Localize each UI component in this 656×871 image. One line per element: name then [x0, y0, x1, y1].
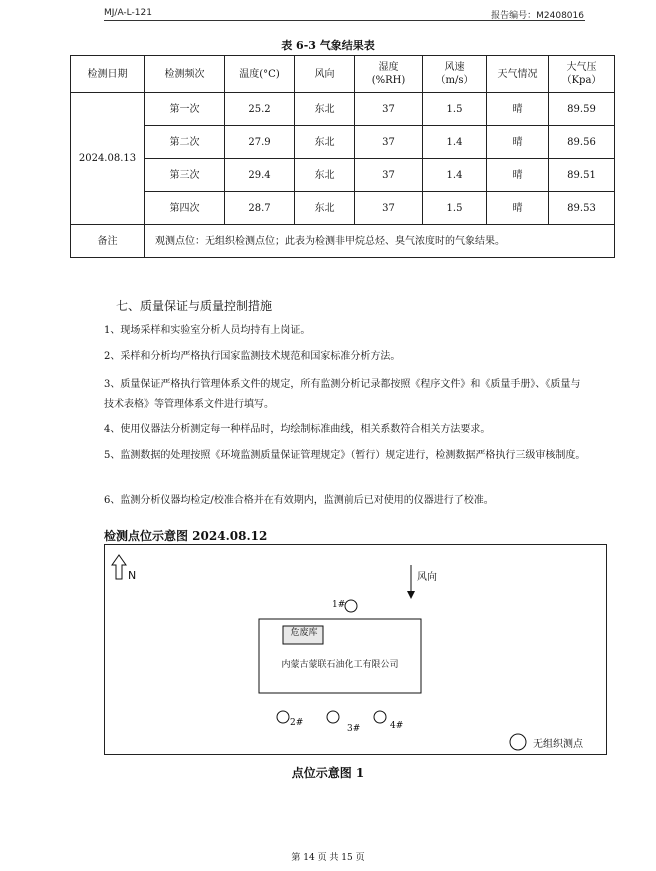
col-header-temperature: 温度(°C)	[225, 56, 295, 93]
wind-dir-cell: 东北	[295, 93, 355, 126]
diagram-title: 检测点位示意图 2024.08.12	[104, 529, 268, 543]
point-4-marker	[374, 711, 386, 723]
north-arrow-icon	[112, 555, 126, 579]
pressure-cell: 89.51	[549, 159, 615, 192]
humidity-cell: 37	[355, 93, 423, 126]
col-header-humidity: 湿度 (%RH)	[355, 56, 423, 93]
wind-dir-cell: 东北	[295, 126, 355, 159]
north-label: N	[128, 569, 137, 582]
pressure-cell: 89.59	[549, 93, 615, 126]
remark-label: 备注	[71, 225, 145, 258]
pressure-cell: 89.56	[549, 126, 615, 159]
temp-cell: 29.4	[225, 159, 295, 192]
company-label: 内蒙古蒙联石油化工有限公司	[281, 660, 399, 670]
table-row	[71, 93, 615, 126]
humidity-cell: 37	[355, 159, 423, 192]
point-3-marker	[327, 711, 339, 723]
table-row	[71, 192, 615, 225]
section-title: 七、质量保证与质量控制措施	[116, 299, 273, 313]
waste-store-label: 危废库	[290, 628, 318, 638]
freq-cell: 第四次	[145, 192, 225, 225]
wind-dir-cell: 东北	[295, 159, 355, 192]
qa-item: 2、采样和分析均严格执行国家监测技术规范和国家标准分析方法。	[104, 351, 401, 362]
wind-speed-cell: 1.4	[423, 126, 487, 159]
doc-code: MJ/A-L-121	[104, 8, 152, 18]
wind-speed-cell: 1.5	[423, 93, 487, 126]
header-rule	[104, 20, 585, 21]
humidity-cell: 37	[355, 126, 423, 159]
point-3-label: 3#	[347, 724, 361, 734]
freq-cell: 第三次	[145, 159, 225, 192]
remark-row	[71, 225, 615, 258]
temp-cell: 28.7	[225, 192, 295, 225]
report-number: 报告编号：M2408016	[491, 11, 584, 21]
page-footer: 第 14 页 共 15 页	[291, 853, 365, 863]
wind-speed-cell: 1.5	[423, 192, 487, 225]
point-2-marker	[277, 711, 289, 723]
wind-dir-cell: 东北	[295, 192, 355, 225]
temp-cell: 27.9	[225, 126, 295, 159]
qa-item: 5、监测数据的处理按照《环境监测质量保证管理规定》（暂行）规定进行，检测数据严格执行三级审核制度。	[104, 450, 586, 461]
remark-text: 观测点位：无组织检测点位；此表为检测非甲烷总烃、臭气浓度时的气象结果。	[145, 225, 615, 258]
col-header-weather: 天气情况	[487, 56, 549, 93]
col-header-frequency: 检测频次	[145, 56, 225, 93]
qa-item: 6、监测分析仪器均检定/校准合格并在有效期内，监测前后已对使用的仪器进行了校准。	[104, 495, 494, 506]
humidity-cell: 37	[355, 192, 423, 225]
temp-cell: 25.2	[225, 93, 295, 126]
point-1-marker	[345, 600, 357, 612]
freq-cell: 第二次	[145, 126, 225, 159]
table-row	[71, 126, 615, 159]
wind-speed-cell: 1.4	[423, 159, 487, 192]
col-header-date: 检测日期	[71, 56, 145, 93]
date-cell: 2024.08.13	[71, 93, 145, 225]
point-1-label: 1#	[332, 600, 346, 610]
table-caption: 表 6-3 气象结果表	[281, 39, 375, 52]
legend-marker	[510, 734, 526, 750]
weather-cell: 晴	[487, 192, 549, 225]
table-header-row	[71, 56, 615, 93]
qa-item: 1、现场采样和实验室分析人员均持有上岗证。	[104, 325, 311, 336]
diagram-canvas	[105, 545, 606, 754]
figure-caption: 点位示意图 1	[291, 766, 365, 780]
col-header-wind-speed: 风速 （m/s）	[423, 56, 487, 93]
point-2-label: 2#	[290, 718, 304, 728]
qa-item: 4、使用仪器法分析测定每一种样品时，均绘制标准曲线，相关系数符合相关方法要求。	[104, 424, 491, 435]
weather-cell: 晴	[487, 126, 549, 159]
col-header-pressure: 大气压 （Kpa）	[549, 56, 615, 93]
site-diagram	[104, 544, 607, 755]
wind-label: 风向	[417, 572, 437, 583]
point-4-label: 4#	[390, 721, 404, 731]
qa-item: 3、质量保证严格执行管理体系文件的规定，所有监测分析记录都按照《程序文件》和《质量手册》、《质量与技术表格》等管理体系文件进行填写。	[104, 379, 581, 410]
table-row	[71, 159, 615, 192]
wind-arrow-icon	[407, 565, 415, 599]
freq-cell: 第一次	[145, 93, 225, 126]
weather-cell: 晴	[487, 159, 549, 192]
weather-table	[70, 55, 615, 258]
weather-cell: 晴	[487, 93, 549, 126]
col-header-wind-direction: 风向	[295, 56, 355, 93]
legend-label: 无组织测点	[533, 739, 583, 750]
pressure-cell: 89.53	[549, 192, 615, 225]
